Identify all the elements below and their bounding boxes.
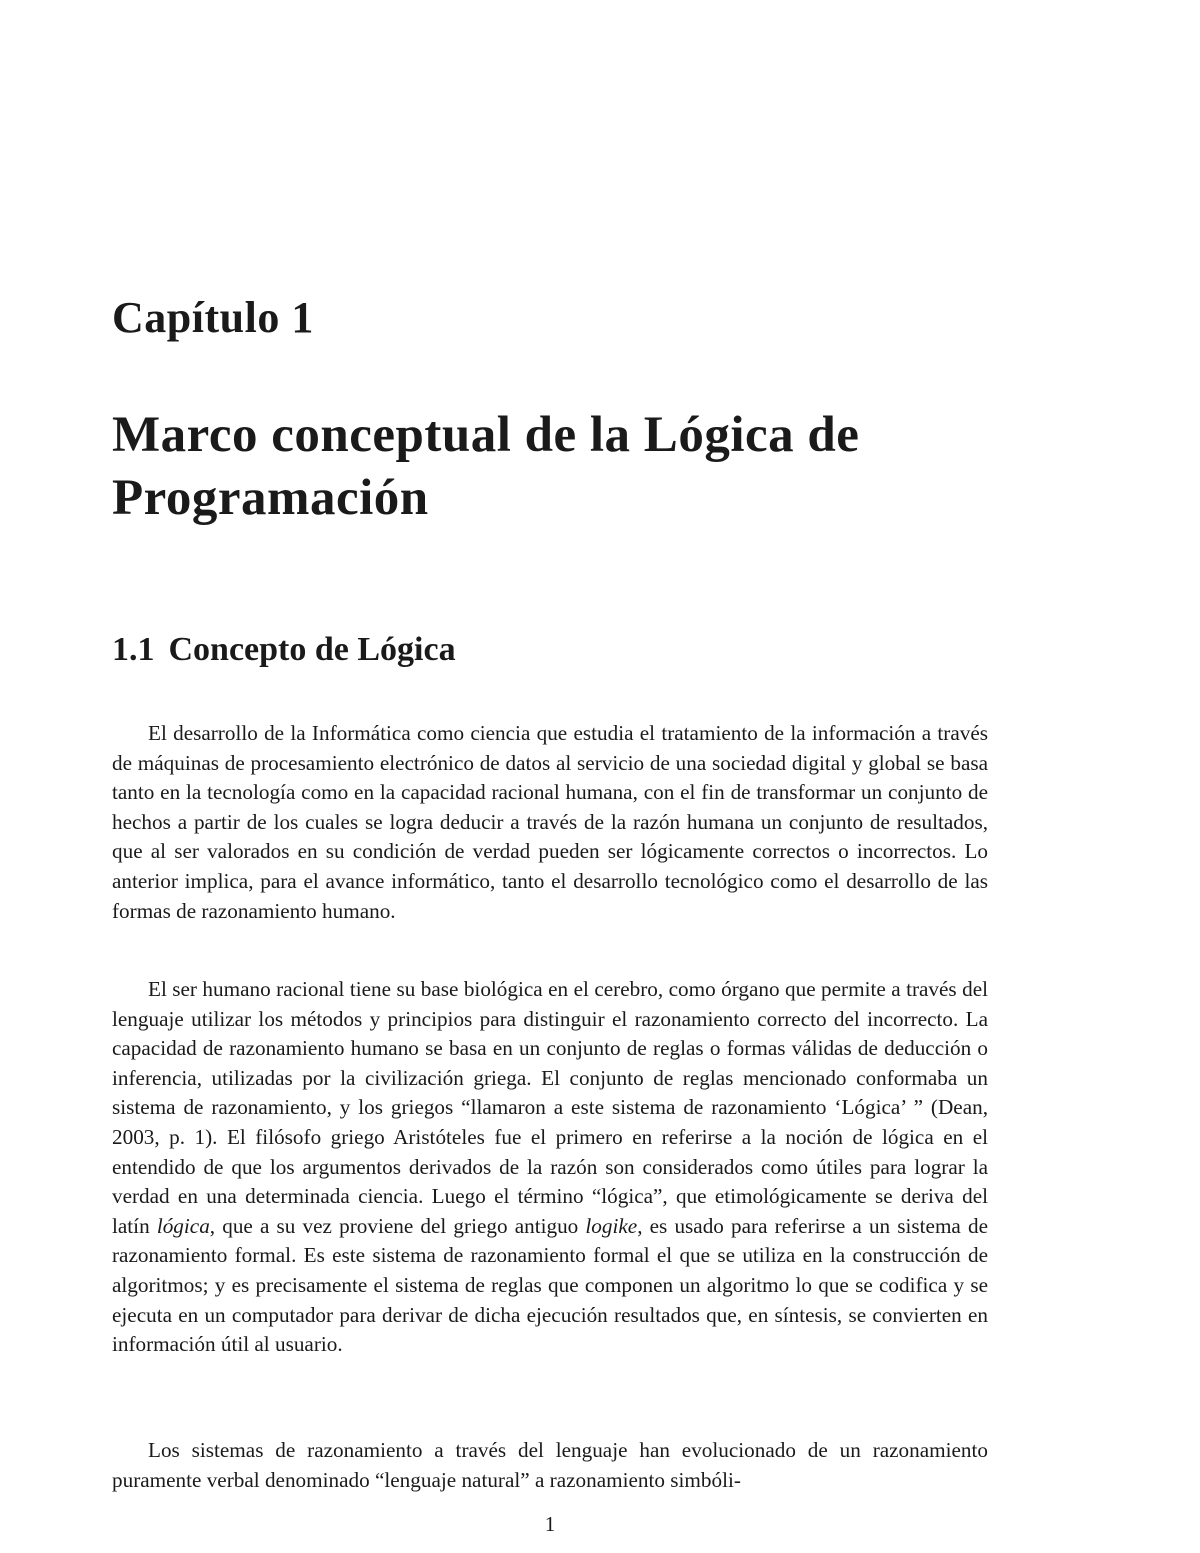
latin-term: lógica — [156, 1213, 210, 1238]
greek-term: logike — [585, 1213, 638, 1238]
section-heading — [112, 628, 456, 672]
section-number: 1.1 — [112, 631, 155, 668]
paragraph-2-text-b: , que a su vez proviene del griego antiguo — [209, 1213, 586, 1238]
document-page — [112, 0, 988, 1553]
paragraph-2-text-c: , es usado para referirse a un sistema de razonamiento formal. Es este sistema de razonamiento formal el que se utiliza en la construcción de algoritmos; y es precisamente el sistema de reglas que componen un algoritmo lo que se codifica y se ejecuta en un computador para derivar de dicha ejecución resultados que, en síntesis, se convierten en información útil al usuario. — [112, 1213, 988, 1357]
paragraph-2-text-a: El ser humano racional tiene su base biológica en el cerebro, como órgano que permite a través del lenguaje utilizar los métodos y principios para distinguir el razonamiento correcto del incorrecto. La capacidad de razonamiento humano se basa en un conjunto de reglas o formas válidas de deducción o inferencia, utilizadas por la civilización griega. El conjunto de reglas mencionado conformaba un sistema de razonamiento, y los griegos “llamaron a este sistema de razonamiento ‘Lógica’ ” (Dean, 2003, p. 1). El filósofo griego Aristóteles fue el primero en referirse a la noción de lógica en el entendido de que los argumentos derivados de la razón son considerados como útiles para lograr la verdad en una determinada ciencia. Luego el término “lógica”, que etimológicamente se deriva del latín — [112, 977, 988, 1238]
section-title: Concepto de Lógica — [168, 631, 456, 668]
paragraph-3: Los sistemas de razonamiento a través del lenguaje han evolucionado de un razonamiento puramente verbal denominado “lenguaje natural” a razonamiento simbóli- — [112, 1438, 988, 1492]
chapter-label: Capítulo 1 — [112, 293, 314, 342]
paragraph-2 — [112, 975, 988, 1360]
paragraph-1: El desarrollo de la Informática como ciencia que estudia el tratamiento de la información a través de máquinas de procesamiento electrónico de datos al servicio de una sociedad digital y global se basa tanto en la tecnología como en la capacidad racional humana, con el fin de transformar un conjunto de hechos a partir de los cuales se logra deducir a través de la razón humana un conjunto de resultados, que al ser valorados en su condición de verdad pueden ser lógicamente correctos o incorrectos. Lo anterior implica, para el avance informático, tanto el desarrollo tecnológico como el desarrollo de las formas de razonamiento humano. — [112, 721, 988, 923]
chapter-title: Marco conceptual de la Lógica de Programación — [112, 407, 860, 526]
page-number: 1 — [544, 1512, 556, 1536]
